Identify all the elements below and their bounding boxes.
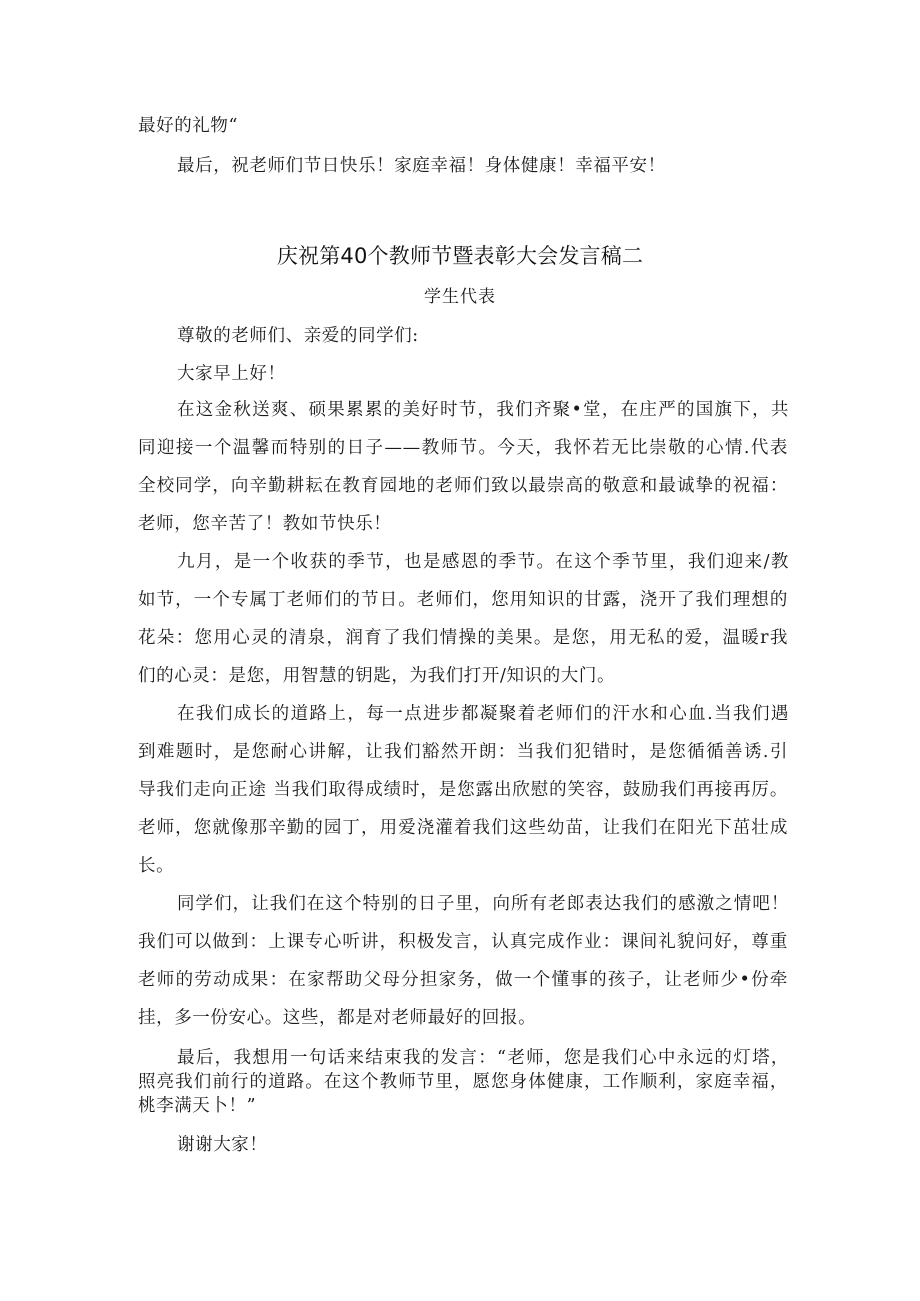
paragraph-2-line: 花朵：您用心灵的清泉，润育了我们情操的美果。是您，用无私的爱，温暖r我 [138,628,788,648]
paragraph-1-line: 在这金秋送爽、硕果累累的美好时节，我们齐聚•堂，在庄严的国旗下，共 [177,400,789,420]
paragraph-1-line: 全校同学，向辛勤耕耘在教育园地的老师们致以最崇高的敬意和最诚挚的祝福： [138,476,788,496]
paragraph-2-line: 们的心灵：是您，用智慧的钥匙，为我们打开/知识的大门。 [138,666,616,686]
paragraph-3-line: 老师，您就像那辛勤的园丁，用爱浇灌着我们这些幼苗，让我们在阳光下茁壮成 [138,818,788,838]
paragraph-2-line: 九月，是一个收获的季节，也是感恩的季节。在这个季节里，我们迎来/教 [177,552,789,572]
paragraph-3-line: 长。 [138,856,175,876]
paragraph-4-line: 我们可以做到：上课专心听讲，积极发言，认真完成作业：课间礼貌问好，尊重 [138,932,788,952]
paragraph-1-line: 老师，您辛苦了！教如节快乐！ [138,514,392,534]
closing-thanks: 谢谢大家！ [177,1135,268,1155]
speech-title: 庆祝第40个教师节暨表彰大会发言稿二 [276,244,644,268]
paragraph-3-line: 在我们成长的道路上，每一点进步都凝聚着老师们的汗水和心血.当我们遇 [177,704,789,724]
paragraph-2-line: 如节，一个专属丁老师们的节日。老师们，您用知识的甘露，浇开了我们理想的 [138,590,788,610]
paragraph-4-line: 同学们，让我们在这个特别的日子里，向所有老郎表达我们的感激之情吧！ [177,894,789,914]
speaker-role: 学生代表 [424,287,496,307]
paragraph-3-line: 到难题时，是您耐心讲解，让我们豁然开朗：当我们犯错时，是您循循善诱.引 [138,742,788,762]
previous-closing-wishes: 最后，祝老师们节日快乐！家庭幸福！身体健康！幸福平安！ [177,156,666,176]
paragraph-5-line: 照亮我们前行的道路。在这个教师节里，愿您身体健康，工作顺利，家庭幸福， [138,1072,788,1092]
paragraph-3-line: 导我们走向正途 当我们取得成绩时，是您露出欣慰的笑容，鼓励我们再接再厉。 [138,780,788,800]
paragraph-5-line: 桃李满天卜！” [138,1096,257,1116]
paragraph-4-line: 老师的劳动成果：在家帮助父母分担家务，做一个懂事的孩子，让老师少•份牵 [138,970,788,990]
greeting: 尊敬的老师们、亲爱的同学们: [177,326,419,346]
previous-text-ending: 最好的礼物“ [138,116,239,136]
paragraph-4-line: 挂，多一份安心。这些，都是对老师最好的回报。 [138,1008,537,1028]
paragraph-5-line: 最后，我想用一句话来结束我的发言：“老师，您是我们心中永远的灯塔， [177,1048,789,1068]
paragraph-1-line: 同迎接一个温馨而特别的日子——教师节。今天，我怀若无比崇敬的心情.代表 [138,438,788,458]
morning-greeting: 大家早上好！ [177,364,286,384]
